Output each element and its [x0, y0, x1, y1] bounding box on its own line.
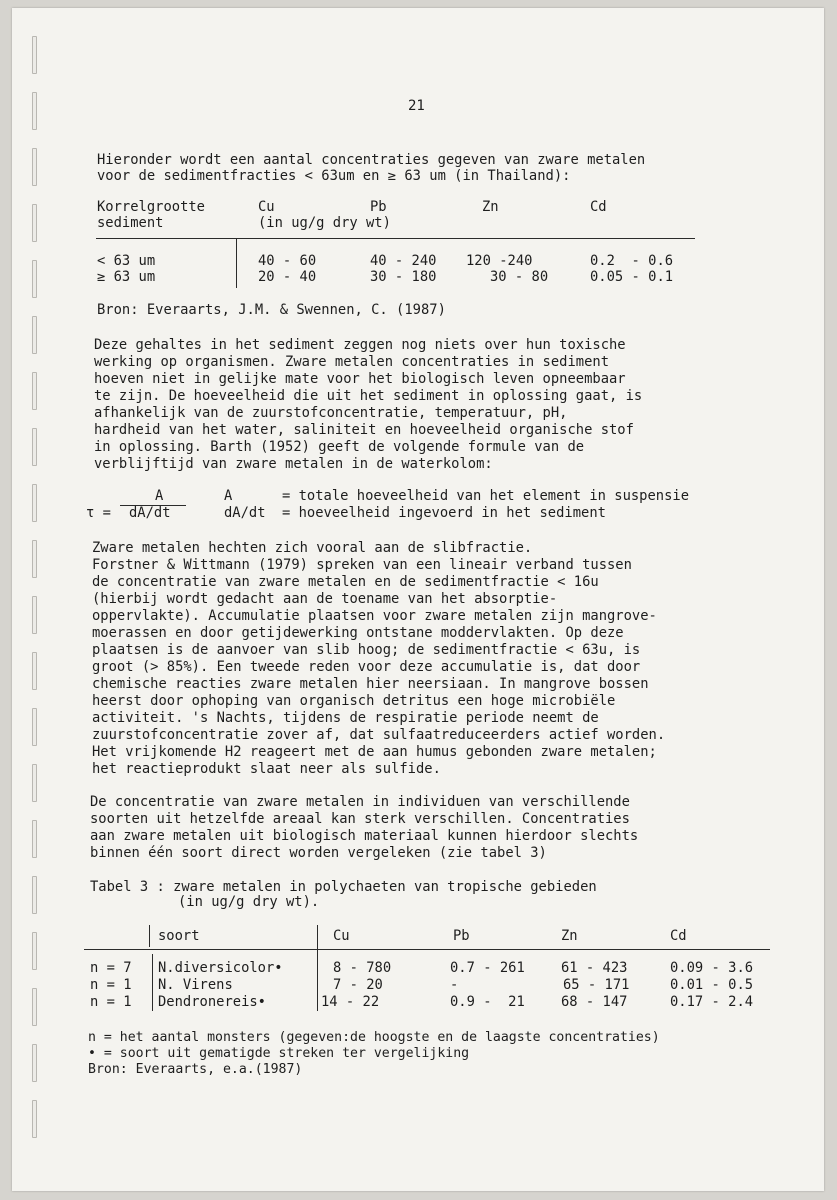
binder-hole — [32, 148, 37, 186]
table-cell: < 63 um — [97, 253, 156, 269]
table-cell: 0.7 - 261 — [450, 960, 525, 976]
binder-hole — [32, 652, 37, 690]
table-source: Bron: Everaarts, e.a.(1987) — [88, 1062, 303, 1077]
formula-definition: = totale hoeveelheid van het element in suspensie — [282, 488, 690, 504]
table-cell: 20 - 40 — [258, 269, 317, 285]
table-cell: n = 1 — [90, 977, 132, 993]
text-line: Hieronder wordt een aantal concentraties gegeven van zware metalen — [97, 152, 646, 168]
text-line: de concentratie van zware metalen en de sedimentfractie < 16u — [92, 574, 599, 590]
table-cell: ≥ 63 um — [97, 269, 156, 285]
text-line: afhankelijk van de zuurstofconcentratie, temperatuur, pH, — [94, 405, 568, 421]
table-cell: - — [450, 977, 459, 993]
table-cell: 61 - 423 — [561, 960, 628, 976]
binder-hole — [32, 36, 37, 74]
text-line: heerst door ophoping van organisch detritus een hoge microbiële — [92, 693, 616, 709]
text-line: plaatsen is de aanvoer van slib hoog; de sedimentfractie < 63u, is — [92, 642, 641, 658]
text-line: activiteit. 's Nachts, tijdens de respiratie periode neemt de — [92, 710, 599, 726]
text-line: soorten uit hetzelfde areaal kan sterk verschillen. Concentraties — [90, 811, 630, 827]
binder-hole — [32, 204, 37, 242]
binder-hole — [32, 764, 37, 802]
table-cell: 14 - 22 — [321, 994, 380, 1010]
binder-hole — [32, 484, 37, 522]
table-header-cell: Korrelgrootte — [97, 199, 205, 215]
table-cell: 7 - 20 — [333, 977, 383, 993]
binder-hole — [32, 540, 37, 578]
formula-definition: = hoeveelheid ingevoerd in het sediment — [282, 505, 606, 521]
table-cell: 40 - 60 — [258, 253, 317, 269]
text-line: hardheid van het water, saliniteit en hoeveelheid organische stof — [94, 422, 634, 438]
table-header-cell: Pb — [370, 199, 387, 215]
table-cell: 8 - 780 — [333, 960, 392, 976]
text-line: chemische reacties zware metalen hier neersiaan. In mangrove bossen — [92, 676, 649, 692]
table-cell: 0.9 - 21 — [450, 994, 525, 1010]
table-header-cell: Cd — [590, 199, 607, 215]
table-cell: 0.01 - 0.5 — [670, 977, 754, 993]
table-caption: Tabel 3 : zware metalen in polychaeten van tropische gebieden — [90, 879, 597, 895]
table-note: • = soort uit gematigde streken ter vergelijking — [88, 1046, 470, 1061]
table-cell: N. Virens — [158, 977, 233, 993]
text-line: in oplossing. Barth (1952) geeft de volgende formule van de — [94, 439, 585, 455]
table-header-cell: soort — [158, 928, 200, 944]
table-header-cell: Zn — [561, 928, 578, 944]
table-header-cell: Cu — [333, 928, 350, 944]
text-line: De concentratie van zware metalen in individuen van verschillende — [90, 794, 630, 810]
table-cell: 65 - 171 — [563, 977, 630, 993]
text-line: verblijftijd van zware metalen in de waterkolom: — [94, 456, 493, 472]
table-source: Bron: Everaarts, J.M. & Swennen, C. (1987) — [97, 302, 446, 318]
table-note: n = het aantal monsters (gegeven:de hoogste en de laagste concentraties) — [88, 1030, 660, 1045]
binder-hole — [32, 1044, 37, 1082]
table-cell: 40 - 240 — [370, 253, 437, 269]
page-number: 21 — [408, 98, 425, 114]
table-header-cell: Cu — [258, 199, 275, 215]
binder-hole — [32, 596, 37, 634]
binder-hole — [32, 932, 37, 970]
table-header-cell: Pb — [453, 928, 470, 944]
text-line: werking op organismen. Zware metalen concentraties in sediment — [94, 354, 609, 370]
table-cell: 0.2 - 0.6 — [590, 253, 674, 269]
table-divider — [149, 925, 150, 947]
formula-denominator: dA/dt — [129, 505, 171, 521]
table-cell: N.diversicolor• — [158, 960, 283, 976]
binder-hole — [32, 708, 37, 746]
table-cell: 0.17 - 2.4 — [670, 994, 754, 1010]
table-header-cell: Cd — [670, 928, 687, 944]
text-line: oppervlakte). Accumulatie plaatsen voor zware metalen zijn mangrove- — [92, 608, 657, 624]
text-line: moerassen en door getijdewerking ontstane moddervlakten. Op deze — [92, 625, 624, 641]
binder-hole — [32, 92, 37, 130]
binder-hole — [32, 372, 37, 410]
table-cell: 0.09 - 3.6 — [670, 960, 754, 976]
binder-hole — [32, 988, 37, 1026]
text-line: (hierbij wordt gedacht aan de toename van het absorptie- — [92, 591, 558, 607]
binder-hole — [32, 820, 37, 858]
table-caption: (in ug/g dry wt). — [178, 894, 320, 910]
table-cell: 120 -240 — [466, 253, 533, 269]
binder-hole — [32, 316, 37, 354]
text-line: hoeven niet in gelijke mate voor het biologisch leven opneembaar — [94, 371, 626, 387]
table-rule — [96, 238, 695, 239]
table-rule — [84, 949, 770, 950]
table-cell: 68 - 147 — [561, 994, 628, 1010]
table-header-cell: Zn — [482, 199, 499, 215]
text-line: het reactieprodukt slaat neer als sulfide. — [92, 761, 441, 777]
text-line: Deze gehaltes in het sediment zeggen nog niets over hun toxische — [94, 337, 626, 353]
text-line: groot (> 85%). Een tweede reden voor deze accumulatie is, dat door — [92, 659, 641, 675]
table-cell: 30 - 180 — [370, 269, 437, 285]
formula-symbol: A — [224, 488, 233, 504]
table-divider — [152, 954, 153, 1011]
table-divider — [236, 238, 237, 288]
table-cell: Dendronereis• — [158, 994, 266, 1010]
text-line: Het vrijkomende H2 reageert met de aan humus gebonden zware metalen; — [92, 744, 657, 760]
binder-hole — [32, 876, 37, 914]
text-line: aan zware metalen uit biologisch materiaal kunnen hierdoor slechts — [90, 828, 639, 844]
text-line: zuurstofconcentratie zover af, dat sulfaatreduceerders actief worden. — [92, 727, 666, 743]
binder-hole — [32, 428, 37, 466]
table-cell: n = 1 — [90, 994, 132, 1010]
formula-tau: τ = — [86, 505, 111, 521]
text-line: Forstner & Wittmann (1979) spreken van een lineair verband tussen — [92, 557, 632, 573]
table-header-cell: sediment — [97, 215, 164, 231]
text-line: te zijn. De hoeveelheid die uit het sediment in oplossing gaat, is — [94, 388, 643, 404]
formula-symbol: dA/dt — [224, 505, 266, 521]
binder-hole — [32, 1100, 37, 1138]
text-line: Zware metalen hechten zich vooral aan de slibfractie. — [92, 540, 533, 556]
text-line: binnen één soort direct worden vergeleken (zie tabel 3) — [90, 845, 547, 861]
text-line: voor de sedimentfracties < 63um en ≥ 63 um (in Thailand): — [97, 168, 571, 184]
table-divider — [317, 925, 318, 1011]
formula-numerator: A — [155, 488, 164, 504]
table-header-unit: (in ug/g dry wt) — [258, 215, 391, 231]
binder-hole — [32, 260, 37, 298]
table-cell: 30 - 80 — [490, 269, 549, 285]
table-cell: n = 7 — [90, 960, 132, 976]
table-cell: 0.05 - 0.1 — [590, 269, 674, 285]
